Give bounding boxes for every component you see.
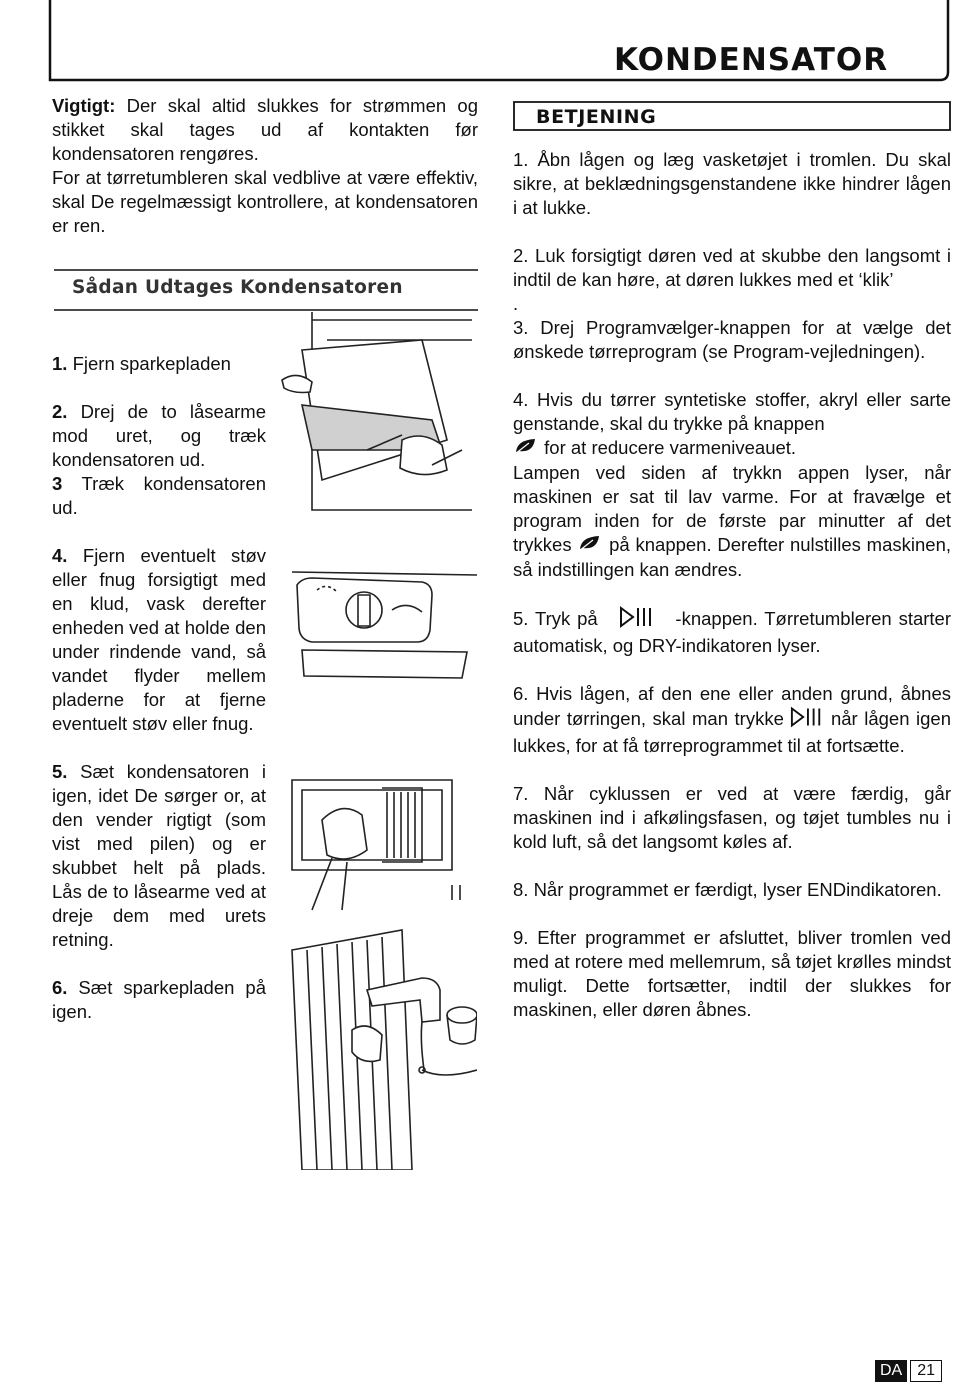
- intro-section: [52, 94, 478, 238]
- effective-note: For at tørretumbleren skal vedblive at være effektiv, skal De regelmæssigt kontrollere, at kondensatoren er ren.: [52, 167, 478, 236]
- instruction-6: [513, 682, 951, 758]
- step-number: 2.: [52, 401, 68, 422]
- step-text: Træk kondensatoren ud.: [52, 473, 266, 518]
- important-text: Der skal altid slukkes for strømmen og stikket skal tages ud af kontakten før kondensatoren rengøres.: [52, 95, 478, 164]
- step-6: [52, 976, 266, 1024]
- instruction-6-text: 6. Hvis lågen, af den ene eller anden grund, åbnes under tørringen, skal man trykke: [513, 683, 951, 730]
- leaf-icon: [577, 534, 603, 558]
- condenser-illustration: [272, 310, 477, 1170]
- step-text: Fjern eventuelt støv eller fnug forsigtigt med en klud, vask derefter enheden ved at holde den under rindende vand, så vandet flyder mellem pladerne for at fjerne eventuelt støv eller fnug.: [52, 545, 266, 734]
- operation-instructions: [513, 148, 951, 1046]
- instruction-5: [513, 606, 951, 658]
- step-number: 4.: [52, 545, 68, 566]
- instruction-2: 2. Luk forsigtigt døren ved at skubbe den langsomt i indtil de kan høre, at døren lukkes med et ‘klik’: [513, 245, 951, 290]
- step-2-3: [52, 400, 266, 520]
- step-1: [52, 352, 266, 376]
- instruction-2-dot: .: [513, 293, 519, 314]
- start-pause-icon: [619, 606, 655, 634]
- page-footer: [875, 1360, 942, 1382]
- start-pause-icon: [790, 706, 824, 734]
- instruction-1: 1. Åbn lågen og læg vasketøjet i tromlen. Du skal sikre, at beklædningsgenstandene ikke hindrer lågen i at lukke.: [513, 149, 951, 218]
- instruction-5-text: -knappen. Tørretumbleren starter automatisk, og DRY-indikatoren lyser.: [513, 608, 952, 657]
- instruction-4-text: for at reducere varmeniveauet.: [539, 437, 797, 458]
- instruction-6-text: når lågen igen lukkes, for at få tørreprogrammet til at fortsætte.: [513, 708, 951, 757]
- step-text: Drej de to låsearme mod uret, og træk kondensatoren ud.: [52, 401, 266, 470]
- step-number: 5.: [52, 761, 68, 782]
- step-text: Sæt sparkepladen på igen.: [52, 977, 266, 1022]
- instruction-4-text: Lampen ved siden af trykkn appen lyser, når maskinen er sat til lav varme. For at fravælge et program inden for de første par minutter af det trykkes: [513, 462, 951, 556]
- removal-subheading: Sådan Udtages Kondensatoren: [72, 277, 403, 298]
- step-text: Fjern sparkepladen: [67, 353, 231, 374]
- instruction-7: 7. Når cyklussen er ved at være færdig, går maskinen ind i afkølingsfasen, og tøjet tumbles nu i kold luft, så det langsomt køles af.: [513, 783, 951, 853]
- instruction-4-text: på knappen. Derefter nulstilles maskinen, så indstillingen kan ændres.: [513, 534, 952, 581]
- step-number: 6.: [52, 977, 68, 998]
- instruction-4-text: 4. Hvis du tørrer syntetiske stoffer, akryl eller sarte genstande, skal du trykke på knappen: [513, 389, 951, 434]
- instruction-4: [513, 388, 951, 461]
- operation-heading: BETJENING: [536, 106, 657, 128]
- instruction-5-text: 5. Tryk på: [513, 608, 598, 630]
- step-4: [52, 544, 266, 736]
- instruction-4-lamp: [513, 461, 951, 582]
- removal-steps: [52, 352, 266, 1048]
- leaf-icon: [513, 437, 539, 461]
- language-badge: DA: [875, 1360, 907, 1382]
- page-title: KONDENSATOR: [614, 42, 889, 78]
- instruction-8: 8. Når programmet er færdigt, lyser ENDindikatoren.: [513, 879, 942, 901]
- instruction-9: 9. Efter programmet er afsluttet, bliver tromlen ved med at rotere med mellemrum, så tøjet krølles mindst muligt. Dette fortsætter, indtil der slukkes for maskinen, eller døren åbnes.: [513, 927, 951, 1021]
- step-number: 3: [52, 473, 63, 494]
- step-5: [52, 760, 266, 952]
- important-note: [52, 94, 478, 166]
- step-number: 1.: [52, 353, 68, 374]
- important-label: Vigtigt:: [52, 95, 116, 116]
- instruction-3: 3. Drej Programvælger-knappen for at vælge det ønskede tørreprogram (se Program-vejledningen).: [513, 317, 951, 362]
- step-text: Sæt kondensatoren i igen, idet De sørger or, at den vender rigtigt (som vist med pilen) og er skubbet helt på plads. Lås de to låsearme ved at dreje dem med urets retning.: [52, 761, 266, 950]
- page-number: 21: [910, 1360, 942, 1382]
